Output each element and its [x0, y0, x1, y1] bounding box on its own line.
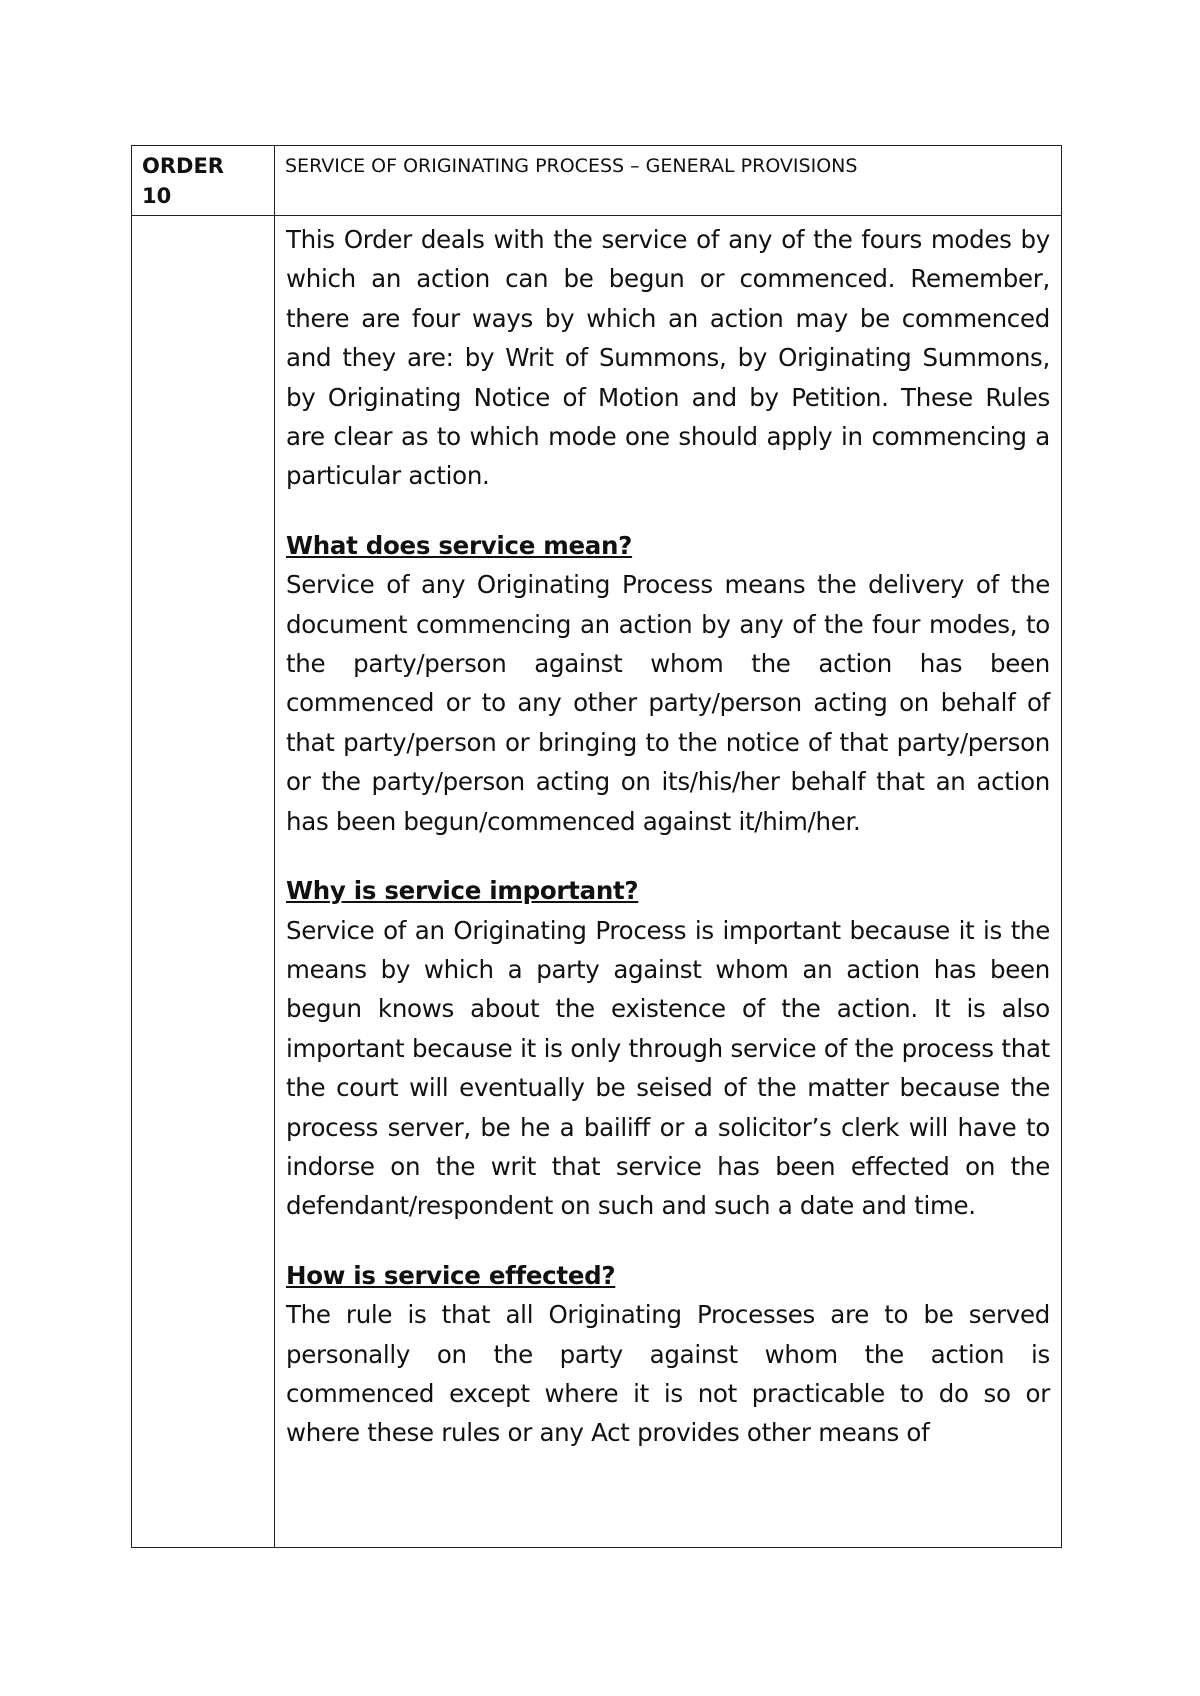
table-header-row — [132, 146, 1062, 216]
section-text-how: The rule is that all Originating Processes are to be served personally on the party against whom the action is commenced except where it is not practicable to do so or where these rules or any Act provides other means of — [286, 1300, 1050, 1448]
empty-left-cell — [132, 216, 275, 1548]
section-text-meaning: Service of any Originating Process means the delivery of the document commencing an action by any of the four modes, to the party/person against whom the action has been commenced or to any other party/person acting on behalf of that party/person or bringing to the notice of that party/person or the party/person acting on its/his/her behalf that an action has been begun/commenced against it/him/her. — [286, 570, 1050, 836]
order-title-cell — [275, 146, 1062, 216]
intro-paragraph: This Order deals with the service of any of the fours modes by which an action can be begun or commenced. Remember, there are four ways by which an action may be commenced and they are: by Writ of Summons, by Originating Summons, by Originating Notice of Motion and by Petition. These Rules are clear as to which mode one should apply in commencing a particular action. — [286, 225, 1050, 491]
order-title: SERVICE OF ORIGINATING PROCESS – GENERAL PROVISIONS — [285, 155, 858, 177]
section-text-importance: Service of an Originating Process is important because it is the means by which a party against whom an action has been begun knows about the existence of the action. It is also important because it is only through service of the process that the court will eventually be seised of the matter because the process server, be he a bailiff or a solicitor’s clerk will have to indorse on the writ that service has been effected on the defendant/respondent on such and such a date and time. — [286, 915, 1050, 1221]
table-body-row — [132, 216, 1062, 1548]
section-heading-how: How is service effected? — [286, 1260, 616, 1290]
content-cell — [275, 216, 1062, 1548]
section-heading-meaning: What does service mean? — [286, 530, 633, 560]
order-table — [131, 145, 1062, 1548]
order-number-label: ORDER 10 — [142, 154, 224, 208]
section-heading-importance: Why is service important? — [286, 876, 639, 906]
content-body — [275, 216, 1061, 1547]
order-number-cell — [132, 146, 275, 216]
